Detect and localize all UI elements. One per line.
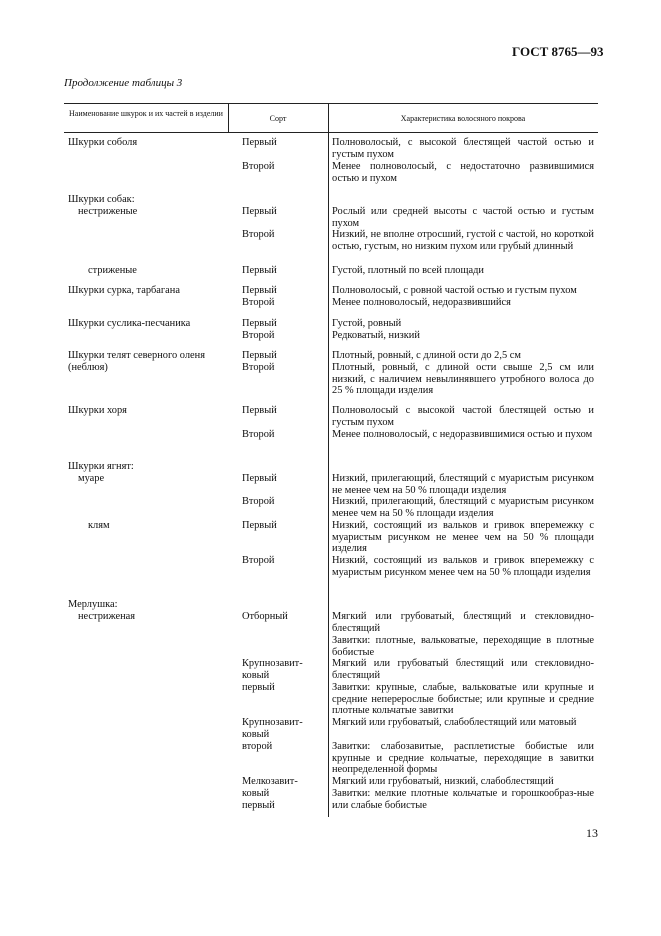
table-cell-description: Рослый или средней высоты с частой остью и густым пухом	[332, 206, 594, 229]
table-cell-description: Густой, плотный по всей площади	[332, 265, 484, 276]
table-cell-description: Низкий, прилегающий, блестящий с муаристым рисунком менее чем на 50 % площади изделия	[332, 496, 594, 519]
table-cell-name: Мерлушка:	[68, 599, 118, 610]
document-code: ГОСТ 8765—93	[512, 44, 604, 59]
table-cell-grade: Второй	[242, 330, 275, 341]
table-cell-description: Низкий, прилегающий, блестящий с муаристым рисунком не менее чем на 50 % площади изделия	[332, 473, 594, 496]
table-cell-name: Шкурки ягнят:	[68, 461, 134, 472]
table-cell-grade: Второй	[242, 229, 275, 240]
table-cell-description: Мягкий или грубоватый, блестящий и стекловидно-блестящий	[332, 611, 594, 634]
table-cell-grade: Первый	[242, 137, 277, 148]
table-cell-description: Мягкий или грубоватый, слабоблестящий или матовый	[332, 717, 577, 728]
table-cell-grade: первый	[242, 682, 275, 693]
table-cell-description: Плотный, ровный, с длиной ости до 2,5 см	[332, 350, 521, 361]
table-cell-grade: Второй	[242, 496, 275, 507]
table-cell-description: Завитки: крупные, слабые, вальковатые или крупные и средние неперерослые бобистые; или крупные и средние плотные кольчатые завитки	[332, 682, 594, 717]
table-cell-description: Низкий, состоящий из вальков и гривок вперемежку с муаристым рисунком не менее чем на 50 % площади изделия	[332, 520, 594, 555]
table-cell-grade: Второй	[242, 362, 275, 373]
table-cell-name: муаре	[78, 473, 105, 484]
table-cell-name: Шкурки собак:	[68, 194, 135, 205]
column-header-characteristic: Характеристика волосяного покрова	[400, 114, 526, 123]
table-cell-description: Низкий, не вполне отросший, густой с частой, но короткой остью, густым, но низким пухом или грубый длинный	[332, 229, 594, 252]
column-header-name: Наименование шкурок и их частей в изделии	[69, 109, 223, 118]
table-cell-grade: Первый	[242, 405, 277, 416]
table-top-rule	[64, 103, 598, 104]
table-cell-grade: Крупнозавит-ковый	[242, 658, 303, 681]
table-header-rule	[64, 132, 598, 133]
table-cell-grade: Первый	[242, 285, 277, 296]
table-cell-name: стриженые	[88, 265, 137, 276]
table-cell-grade: Первый	[242, 318, 277, 329]
table-cell-description: Низкий, состоящий из вальков и гривок вперемежку с муаристым рисунком менее чем на 50 % площади изделия	[332, 555, 594, 578]
characteristics-table	[64, 103, 598, 817]
table-cell-description: Густой, ровный	[332, 318, 402, 329]
table-cell-name: Шкурки телят северного оленя (неблюя)	[68, 350, 205, 373]
column-divider	[328, 103, 329, 817]
table-cell-description: Полноволосый с высокой частой блестящей остью и густым пухом	[332, 405, 594, 428]
table-continuation-caption: Продолжение таблицы 3	[64, 77, 183, 89]
table-cell-grade: Первый	[242, 265, 277, 276]
table-cell-grade: Отборный	[242, 611, 288, 622]
table-cell-name: Шкурки сурка, тарбагана	[68, 285, 180, 296]
table-cell-grade: Первый	[242, 206, 277, 217]
table-cell-description: Менее полноволосый, с недоразвившимися остью и пухом	[332, 429, 593, 440]
table-cell-grade: Второй	[242, 161, 275, 172]
table-cell-grade: Первый	[242, 350, 277, 361]
table-cell-description: Полноволосый, с ровной частой остью и густым пухом	[332, 285, 577, 296]
table-cell-name: Шкурки соболя	[68, 137, 138, 148]
table-cell-description: Менее полноволосый, с недостаточно развившимися остью и пухом	[332, 161, 594, 184]
table-cell-name: нестриженая	[78, 611, 136, 622]
table-cell-name: нестриженые	[78, 206, 138, 217]
column-header-grade: Сорт	[269, 114, 287, 123]
table-cell-description: Плотный, ровный, с длиной ости свыше 2,5 см или низкий, с наличием невылинявшего утробного волоса до 25 % площади изделия	[332, 362, 594, 397]
table-cell-grade: первый	[242, 800, 275, 811]
table-cell-name: клям	[88, 520, 110, 531]
table-cell-name: Шкурки хоря	[68, 405, 127, 416]
table-cell-description: Завитки: мелкие плотные кольчатые и горошкообраз-ные или слабые бобистые	[332, 788, 594, 811]
table-cell-grade: Второй	[242, 429, 275, 440]
table-cell-description: Редковатый, низкий	[332, 330, 420, 341]
table-cell-grade: второй	[242, 741, 273, 752]
table-cell-grade: Крупнозавит-ковый	[242, 717, 303, 740]
table-cell-name: Шкурки суслика-песчаника	[68, 318, 191, 329]
table-cell-description: Завитки: слабозавитые, расплетистые бобистые или крупные и средние кольчатые, переходящие в завитки неопределенной формы	[332, 741, 594, 776]
page-number: 13	[586, 826, 598, 840]
table-cell-grade: Второй	[242, 297, 275, 308]
table-cell-grade: Второй	[242, 555, 275, 566]
table-cell-description: Мягкий или грубоватый блестящий или стекловидно-блестящий	[332, 658, 594, 681]
table-cell-description: Полноволосый, с высокой блестящей частой остью и густым пухом	[332, 137, 594, 160]
column-divider	[228, 103, 229, 132]
table-cell-description: Менее полноволосый, недоразвившийся	[332, 297, 511, 308]
table-cell-grade: Первый	[242, 520, 277, 531]
table-cell-description: Мягкий или грубоватый, низкий, слабоблестящий	[332, 776, 554, 787]
table-cell-grade: Первый	[242, 473, 277, 484]
table-cell-grade: Мелкозавит-ковый	[242, 776, 298, 799]
table-cell-description: Завитки: плотные, вальковатые, переходящие в плотные бобистые	[332, 635, 594, 658]
